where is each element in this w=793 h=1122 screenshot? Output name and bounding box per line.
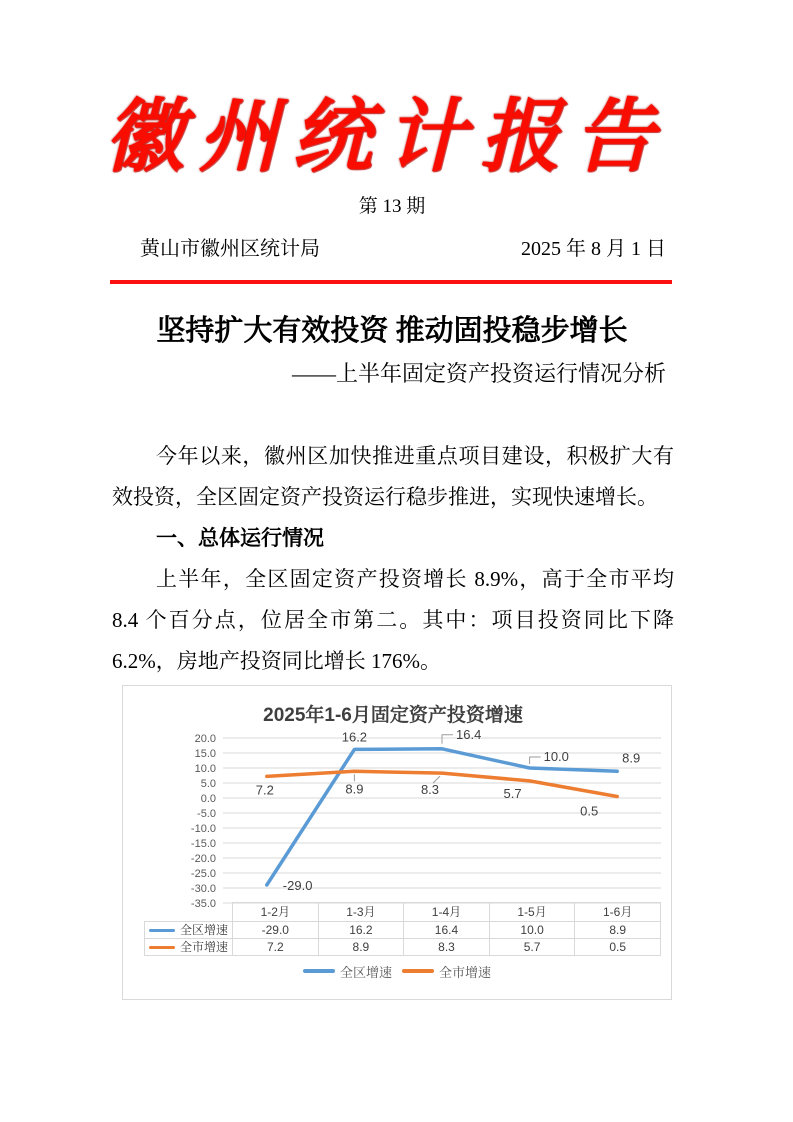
series-name: 全区增速 bbox=[179, 922, 228, 937]
y-axis-tick-label: 20.0 bbox=[194, 733, 216, 745]
table-month-header: 1-5月 bbox=[489, 903, 575, 922]
table-series-key bbox=[145, 939, 233, 956]
chart-legend bbox=[123, 960, 671, 982]
paragraph-overall: 上半年，全区固定资产投资增长 8.9%，高于全市平均 8.4 个百分点，位居全市第二。其中：项目投资同比下降 6.2%，房地产投资同比增长 176%。 bbox=[112, 567, 674, 673]
series-line-swatch-icon bbox=[149, 946, 175, 949]
series-line-city bbox=[267, 771, 617, 796]
article-title: 坚持扩大有效投资 推动固投稳步增长 bbox=[156, 315, 628, 347]
y-axis-tick-label: -20.0 bbox=[190, 853, 216, 865]
table-corner-cell bbox=[145, 903, 233, 922]
table-value-cell: 10.0 bbox=[489, 922, 575, 939]
data-point-label: 0.5 bbox=[580, 803, 599, 819]
publisher-name: 黄山市徽州区统计局 bbox=[140, 238, 320, 260]
chart-title: 2025年1-6月固定资产投资增速 bbox=[263, 705, 523, 726]
table-row bbox=[145, 939, 661, 956]
chart-data-table bbox=[144, 902, 661, 956]
report-masthead-title: 徽州统计报告 bbox=[104, 89, 668, 183]
table-value-cell: 16.2 bbox=[318, 922, 404, 939]
data-point-label: 8.9 bbox=[622, 750, 641, 766]
data-point-label: 5.7 bbox=[503, 785, 522, 801]
table-row bbox=[145, 922, 661, 939]
chart-table bbox=[144, 902, 661, 956]
table-value-cell: 0.5 bbox=[575, 939, 661, 956]
data-point-label: 7.2 bbox=[255, 782, 274, 798]
article-subtitle: ——上半年固定资产投资运行情况分析 bbox=[291, 361, 666, 386]
legend-item bbox=[303, 962, 392, 981]
table-month-header: 1-6月 bbox=[575, 903, 661, 922]
table-value-cell: 8.9 bbox=[575, 922, 661, 939]
data-point-label: 16.2 bbox=[341, 729, 368, 745]
legend-line-swatch-icon bbox=[303, 969, 335, 973]
series-line-swatch-icon bbox=[149, 929, 175, 932]
table-series-key bbox=[145, 922, 233, 939]
table-value-cell: 5.7 bbox=[489, 939, 575, 956]
section-heading-overall: 一、总体运行情况 bbox=[156, 527, 324, 550]
table-value-cell: 7.2 bbox=[233, 939, 319, 956]
table-value-cell: -29.0 bbox=[233, 922, 319, 939]
data-point-label: 16.4 bbox=[456, 726, 482, 742]
y-axis-tick-label: -30.0 bbox=[190, 883, 216, 895]
label-leader-line bbox=[530, 757, 541, 764]
table-header-row bbox=[145, 903, 661, 922]
label-leader-line bbox=[442, 735, 453, 744]
article-body bbox=[112, 436, 674, 682]
y-axis-tick-label: -5.0 bbox=[197, 808, 216, 820]
table-value-cell: 16.4 bbox=[404, 922, 490, 939]
table-value-cell: 8.9 bbox=[318, 939, 404, 956]
legend-label: 全市增速 bbox=[439, 964, 492, 980]
investment-growth-chart bbox=[122, 685, 672, 1000]
table-month-header: 1-3月 bbox=[318, 903, 404, 922]
legend-item bbox=[402, 962, 491, 981]
y-axis-tick-label: -25.0 bbox=[190, 868, 216, 880]
table-month-header: 1-4月 bbox=[404, 903, 490, 922]
masthead-divider-rule bbox=[110, 280, 672, 284]
y-axis-tick-label: 15.0 bbox=[194, 748, 216, 760]
series-line-district bbox=[267, 749, 617, 885]
byline bbox=[140, 236, 666, 263]
table-month-header: 1-2月 bbox=[233, 903, 319, 922]
legend-label: 全区增速 bbox=[339, 964, 392, 980]
issue-number: 第 13 期 bbox=[358, 196, 426, 217]
data-point-label: 8.3 bbox=[420, 782, 440, 798]
legend-line-swatch-icon bbox=[402, 969, 434, 973]
series-name: 全市增速 bbox=[179, 939, 228, 954]
y-axis-tick-label: 10.0 bbox=[194, 763, 216, 775]
table-value-cell: 8.3 bbox=[404, 939, 490, 956]
data-point-label: -29.0 bbox=[282, 878, 313, 893]
paragraph-intro: 今年以来，徽州区加快推进重点项目建设，积极扩大有效投资，全区固定资产投资运行稳步推进，实现快速增长。 bbox=[112, 444, 674, 509]
y-axis-tick-label: 5.0 bbox=[200, 778, 216, 790]
y-axis-tick-label: 0.0 bbox=[200, 793, 216, 805]
data-point-label: 8.9 bbox=[345, 781, 364, 797]
publish-date: 2025 年 8 月 1 日 bbox=[521, 238, 666, 260]
y-axis-tick-label: -35.0 bbox=[190, 898, 216, 910]
y-axis-tick-label: -15.0 bbox=[190, 838, 216, 850]
data-point-label: 10.0 bbox=[543, 749, 569, 764]
y-axis-tick-label: -10.0 bbox=[190, 823, 216, 835]
